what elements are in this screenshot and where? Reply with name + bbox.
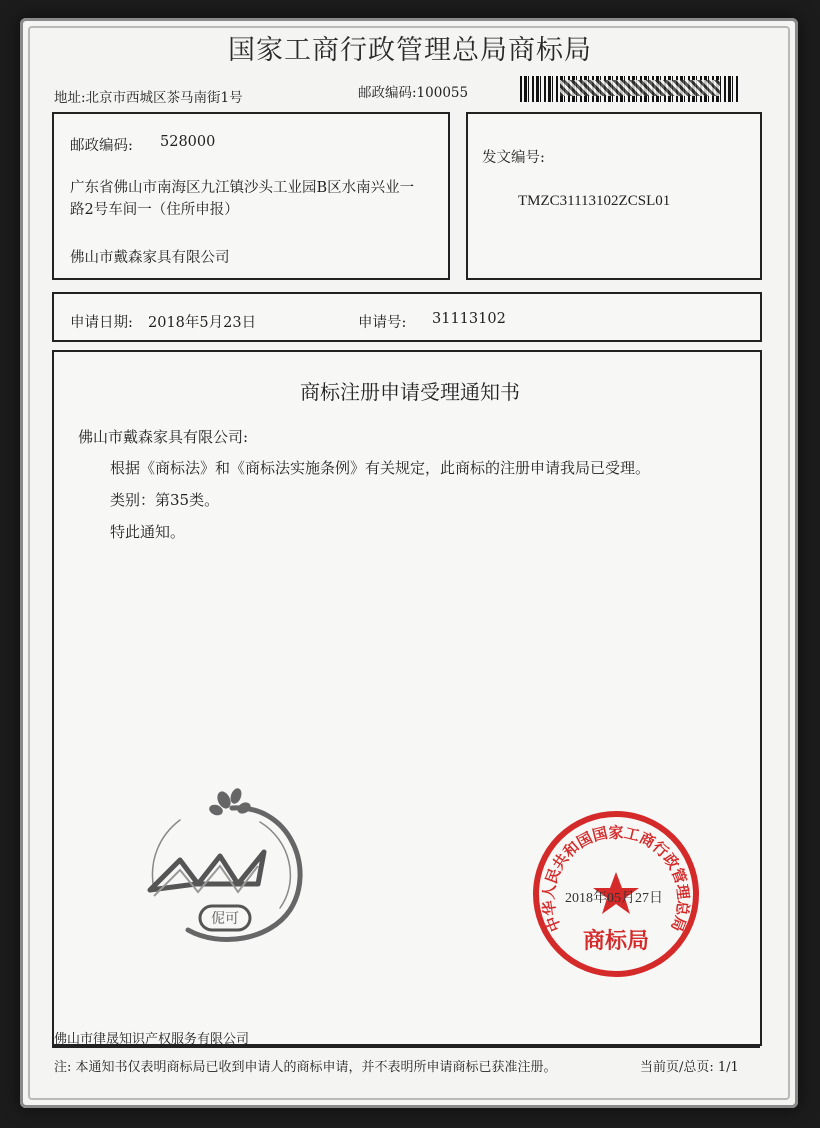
notice-closing: 特此通知。 bbox=[110, 523, 186, 541]
official-seal bbox=[530, 808, 702, 980]
seal-date: 2018年05月27日 bbox=[565, 891, 663, 906]
issuer-title: 国家工商行政管理总局商标局 bbox=[228, 35, 592, 66]
notice-title: 商标注册申请受理通知书 bbox=[300, 380, 520, 404]
application-date-label: 申请日期: bbox=[70, 315, 133, 331]
recipient-postcode-label: 邮政编码: bbox=[70, 138, 133, 154]
notice-body-line1: 根据《商标法》和《商标法实施条例》有关规定，此商标的注册申请我局已受理。 bbox=[110, 459, 651, 477]
page-indicator: 当前页/总页: 1/1 bbox=[640, 1060, 739, 1075]
recipient-address-line1: 广东省佛山市南海区九江镇沙头工业园B区水南兴业一 bbox=[70, 180, 415, 196]
seal-name: 商标局 bbox=[582, 929, 650, 954]
agency-name: 佛山市律晟知识产权服务有限公司 bbox=[54, 1032, 250, 1047]
application-date-value: 2018年5月23日 bbox=[148, 315, 257, 331]
footer-divider bbox=[52, 1046, 760, 1048]
barcode-image bbox=[520, 76, 740, 102]
notice-class-line: 类别：第35类。 bbox=[110, 491, 220, 509]
recipient-company: 佛山市戴森家具有限公司 bbox=[70, 250, 230, 266]
notice-salutation: 佛山市戴森家具有限公司: bbox=[78, 428, 249, 446]
logo-text: 伲可 bbox=[211, 911, 239, 927]
dispatch-number-label: 发文编号: bbox=[482, 150, 545, 166]
dispatch-number: TMZC31113102ZCSL01 bbox=[518, 193, 671, 209]
seal-arc-text: 中华人民共和国国家工商行政管理总局 bbox=[539, 823, 693, 935]
trademark-logo bbox=[140, 780, 320, 950]
recipient-postcode-value: 528000 bbox=[160, 134, 216, 150]
application-number-value: 31113102 bbox=[432, 311, 506, 327]
footer-note: 注: 本通知书仅表明商标局已收到申请人的商标申请，并不表明所申请商标已获准注册。 bbox=[54, 1060, 557, 1075]
application-number-label: 申请号: bbox=[358, 315, 407, 331]
recipient-address-line2: 路2号车间一（住所申报） bbox=[70, 202, 239, 218]
issuer-postcode: 邮政编码:100055 bbox=[358, 85, 469, 101]
issuer-address: 地址:北京市西城区茶马南街1号 bbox=[54, 90, 243, 106]
